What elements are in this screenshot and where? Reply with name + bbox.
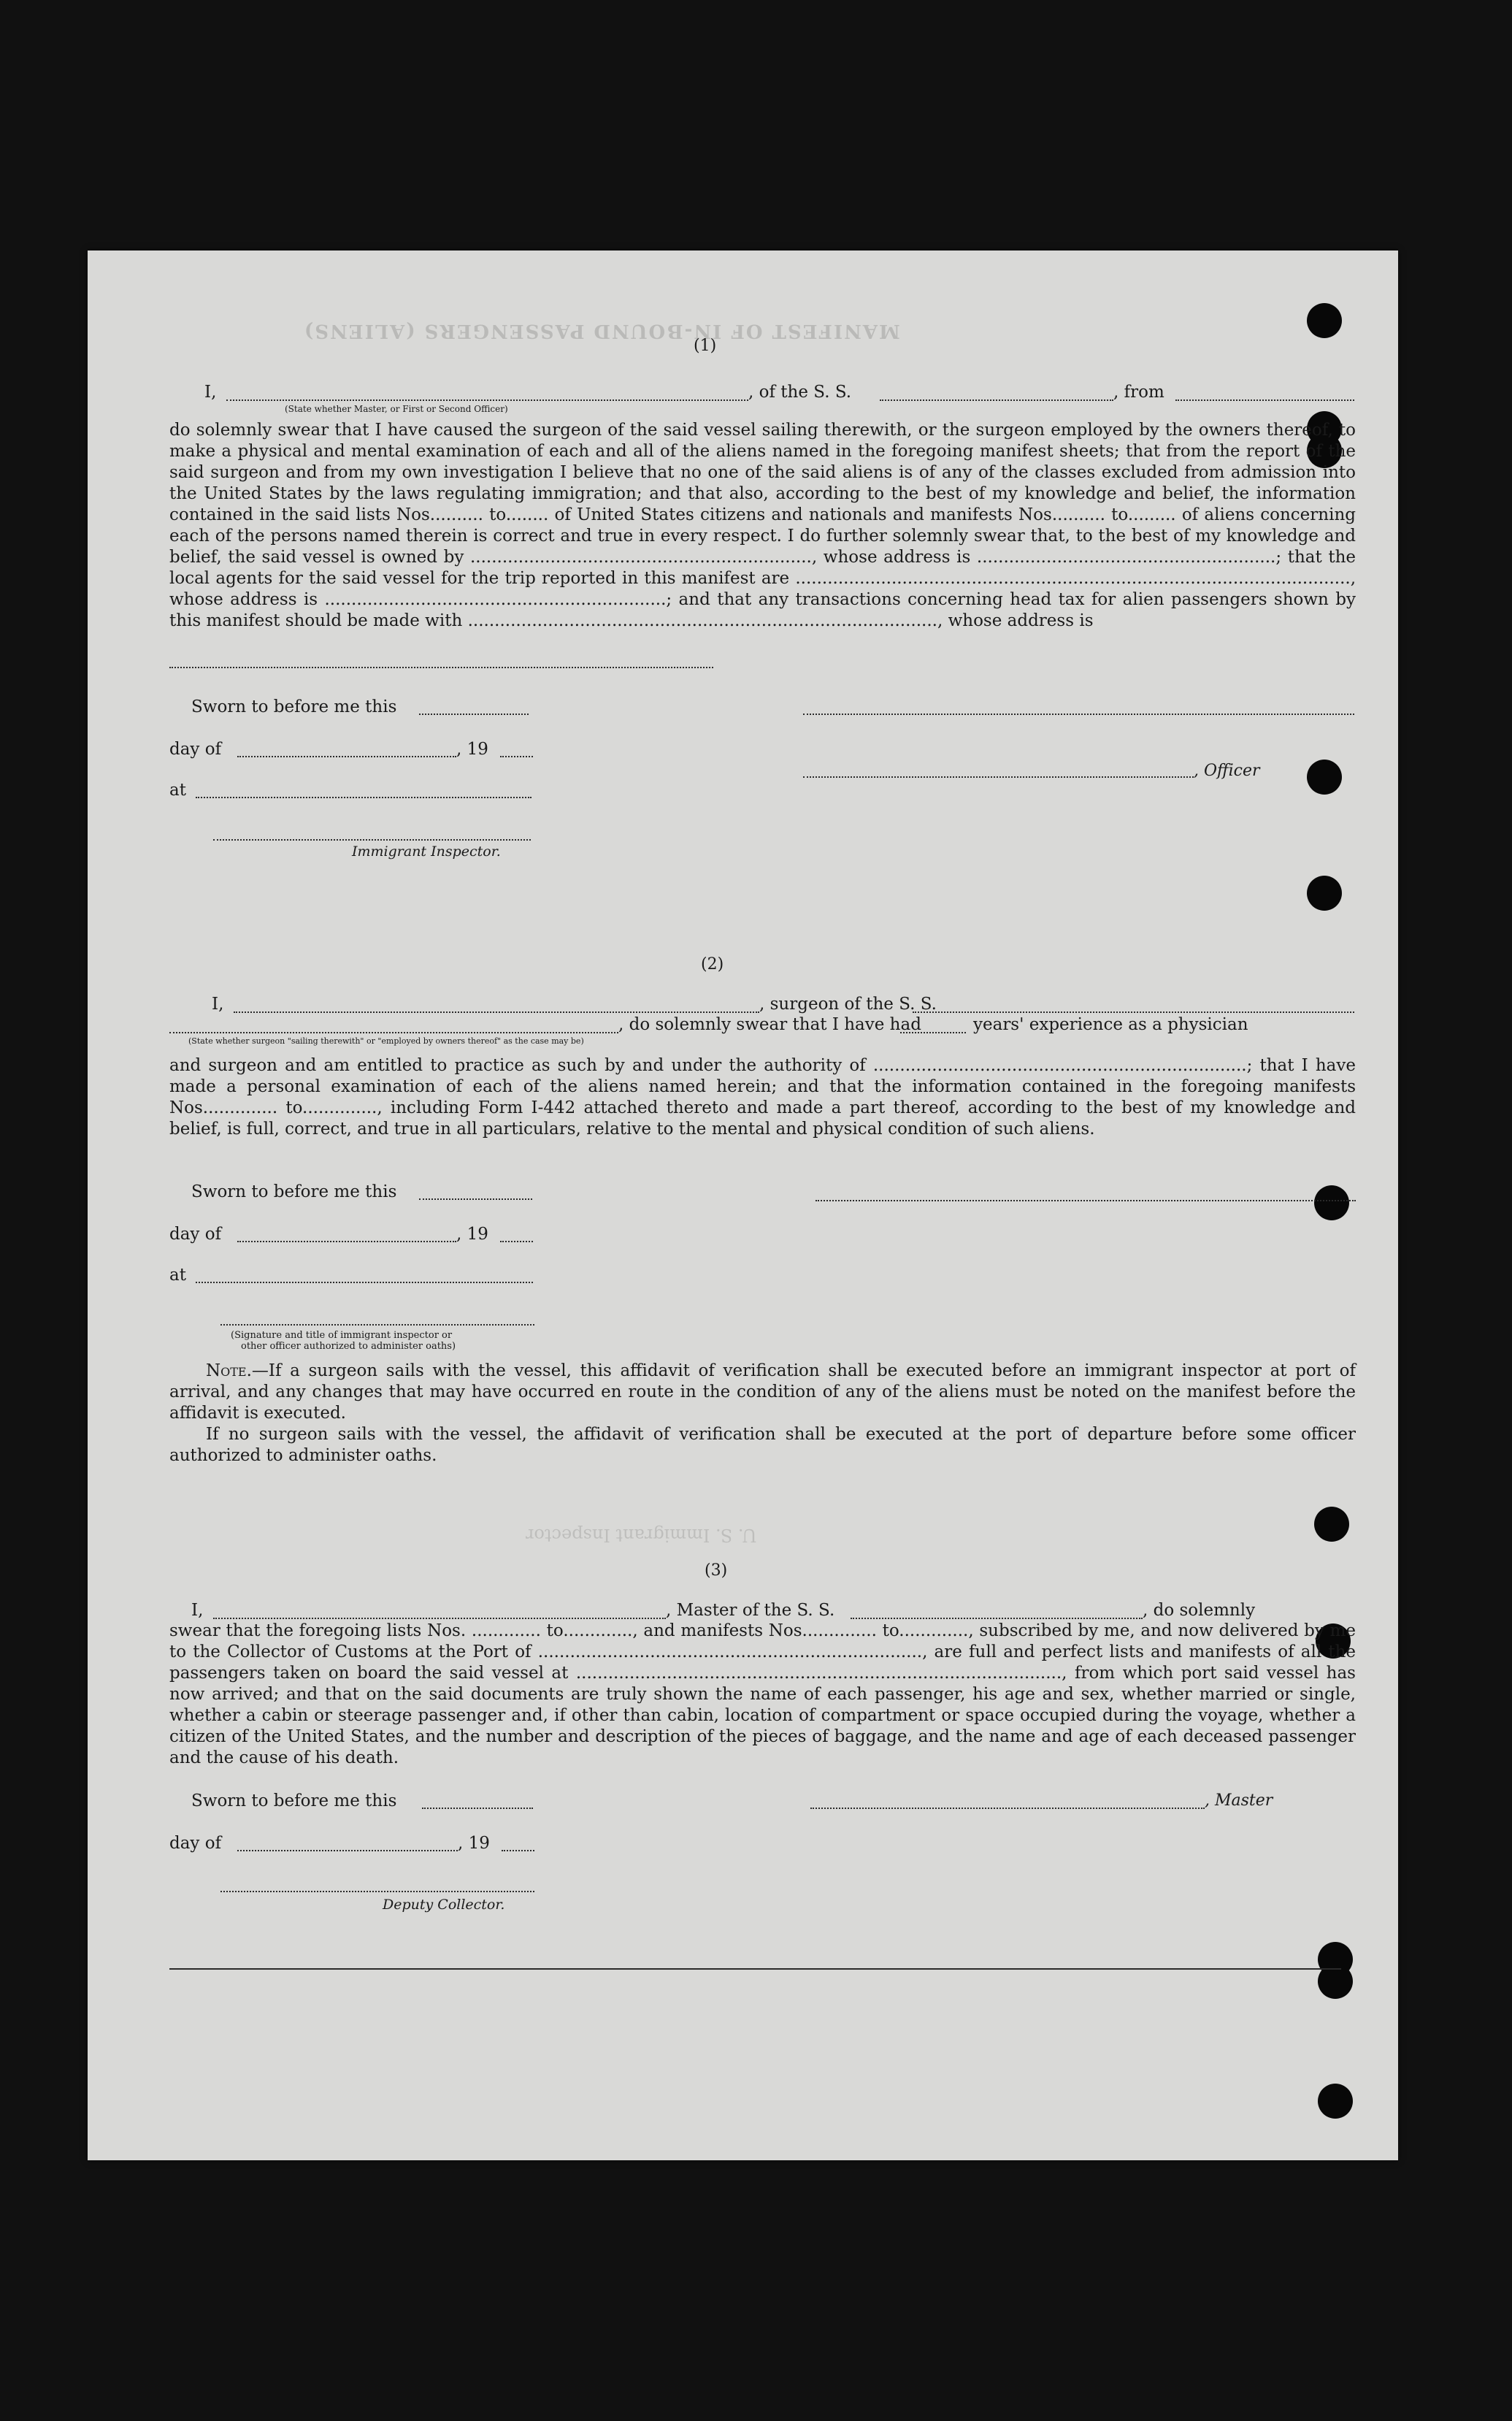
punch-hole [1314,1507,1349,1542]
section-2-line-1-i: I, [212,995,224,1014]
section-2-sworn-label: Sworn to before me this [191,1182,397,1201]
section-3-year-blank [502,1850,534,1851]
collector-signature-blank [220,1891,534,1892]
section-2-day-blank [237,1241,456,1242]
section-3-day-blank [237,1850,458,1851]
section-2-year-blank [500,1241,533,1242]
section-1-address-blank [169,667,713,668]
punch-hole [1307,876,1342,911]
section-1-year-label: , 19 [456,740,488,759]
section-2-at-label: at [169,1266,186,1285]
section-1-at-label: at [169,781,186,800]
officer-label: , Officer [1194,762,1260,780]
section-2-at-blank [196,1282,533,1283]
section-1-note: (State whether Master, or First or Second Officer) [285,404,508,414]
section-2-note-paragraph-2: If no surgeon sails with the vessel, the affidavit of verification shall be executed at the port of departure before some officer authorized to administer oaths. [169,1425,1356,1465]
section-2-years: years' experience as a physician [973,1015,1248,1034]
section-3-master-blank [213,1618,666,1619]
section-1-day-label: day of [169,740,222,759]
deputy-collector-label: Deputy Collector. [383,1897,505,1913]
section-2-year-label: , 19 [456,1225,488,1244]
section-2-vessel-blank [913,1011,1354,1013]
surgeon-status-blank [169,1032,618,1033]
note-text: —If a surgeon sails with the vessel, this affidavit of verification shall be executed before an immigrant inspector at port of arrival, and any changes that may have occurred en route in the condition of any of the aliens must be noted on the manifest before the affidavit is executed. [169,1361,1356,1423]
punch-hole [1314,1185,1349,1220]
section-3-swear: , do solemnly [1143,1601,1256,1620]
manifest-page [88,250,1398,2160]
immigrant-inspector-label: Immigrant Inspector. [352,844,501,860]
section-1-sworn-blank [419,714,529,715]
signature-note-line-2: other officer authorized to administer oaths) [241,1341,456,1352]
section-2-day-label: day of [169,1225,222,1244]
officer-signature-blank [803,776,1194,778]
note-label: Note. [206,1361,252,1380]
section-3-number: (3) [705,1561,728,1580]
bleed-through-stamp: U. S. Immigrant Inspector [526,1525,757,1545]
section-3-master-of-ss: , Master of the S. S. [666,1601,835,1620]
section-3-day-label: day of [169,1834,222,1853]
section-2-inspector-blank [220,1324,534,1326]
section-1-sworn-label: Sworn to before me this [191,697,397,716]
section-1-of-ss: , of the S. S. [748,383,852,402]
inspector-signature-blank [213,839,531,841]
section-2-surgeon-of-ss: , surgeon of the S. S. [759,995,937,1014]
bottom-rule [169,1968,1341,1970]
section-3-vessel-blank [851,1618,1143,1619]
section-1-signature-blank [803,714,1354,715]
master-name-blank [226,399,748,401]
from-port-blank [1175,399,1354,401]
section-2-body: and surgeon and am entitled to practice as such by and under the authority of ......................................................................; that I have made a personal examination of each of the aliens named herein; and that the information contained in the foregoing manifests Nos.............. to.............., including Form I-442 attached thereto and made a part thereof, according to the best of my knowledge and belief, is full, correct, and true in all particulars, relative to the mental and physical condition of such aliens. [169,1056,1356,1139]
section-1-line-1-i: I, [204,383,217,402]
master-signature-blank [810,1808,1205,1809]
vessel-name-blank [880,399,1113,401]
section-2-note: (State whether surgeon "sailing therewith" or "employed by owners thereof" as the case may be) [188,1036,584,1046]
section-3-year-label: , 19 [458,1834,490,1853]
section-2-swear: , do solemnly swear that I have had [618,1015,921,1034]
section-1-year-blank [500,756,533,757]
years-blank [900,1032,966,1033]
section-3-body: swear that the foregoing lists Nos. ............. to............., and manifests Nos.............. to............., subscribed by me, and now delivered by me to the Collector of Customs at the Port of ........................................................................, are full and perfect lists and manifests of all the passengers taken on board the said vessel at ..........................................................................................., from which port said vessel has now arrived; and that on the said documents are truly shown the name of each passenger, his age and sex, whether married or single, whether a cabin or steerage passenger and, if other than cabin, location of compartment or space occupied during the voyage, whether a citizen of the United States, and the number and description of the pieces of baggage, and the name and age of each deceased passenger and the cause of his death. [169,1621,1356,1767]
section-2-note-paragraph [169,1361,1356,1424]
section-2-sworn-blank [419,1198,532,1200]
signature-note-line-1: (Signature and title of immigrant inspector or [231,1330,453,1341]
section-1-from: , from [1113,383,1164,402]
section-1-number: (1) [694,337,717,355]
section-3-sworn-label: Sworn to before me this [191,1791,397,1810]
punch-hole [1307,760,1342,795]
section-2-number: (2) [701,955,724,974]
section-2-signature-blank [816,1200,1356,1201]
master-label: , Master [1205,1791,1273,1810]
section-1-body: do solemnly swear that I have caused the surgeon of the said vessel sailing therewith, or the surgeon employed by the owners thereof, to make a physical and mental examination of each and all of the aliens named in the foregoing manifest sheets; that from the report of the said surgeon and from my own investigation I believe that no one of the said aliens is of any of the classes excluded from admission into the United States by the laws regulating immigration; and that also, according to the best of my knowledge and belief, the information contained in the said lists Nos.......... to........ of United States citizens and nationals and manifests Nos.......... to......... of aliens concerning each of the persons named therein is correct and true in every respect. I do further solemnly swear that, to the best of my knowledge and belief, the said vessel is owned by ................................................................, whose address is ........................................................; that the local agents for the said vessel for the trip reported in this manifest are ........................................................................................................, whose address is ................................................................; and that any transactions concerning head tax for alien passengers shown by this manifest should be made with ........................................................................................, whose address is [169,421,1356,630]
section-1-day-blank [237,756,456,757]
section-1-at-blank [196,797,531,798]
punch-hole [1318,2084,1353,2119]
surgeon-name-blank [234,1011,759,1013]
section-3-sworn-blank [422,1808,533,1809]
bleed-through-heading: MANIFEST OF IN-BOUND PASSENGERS (ALIENS) [303,320,900,342]
section-3-line-1-i: I, [191,1601,204,1620]
punch-hole [1307,303,1342,338]
